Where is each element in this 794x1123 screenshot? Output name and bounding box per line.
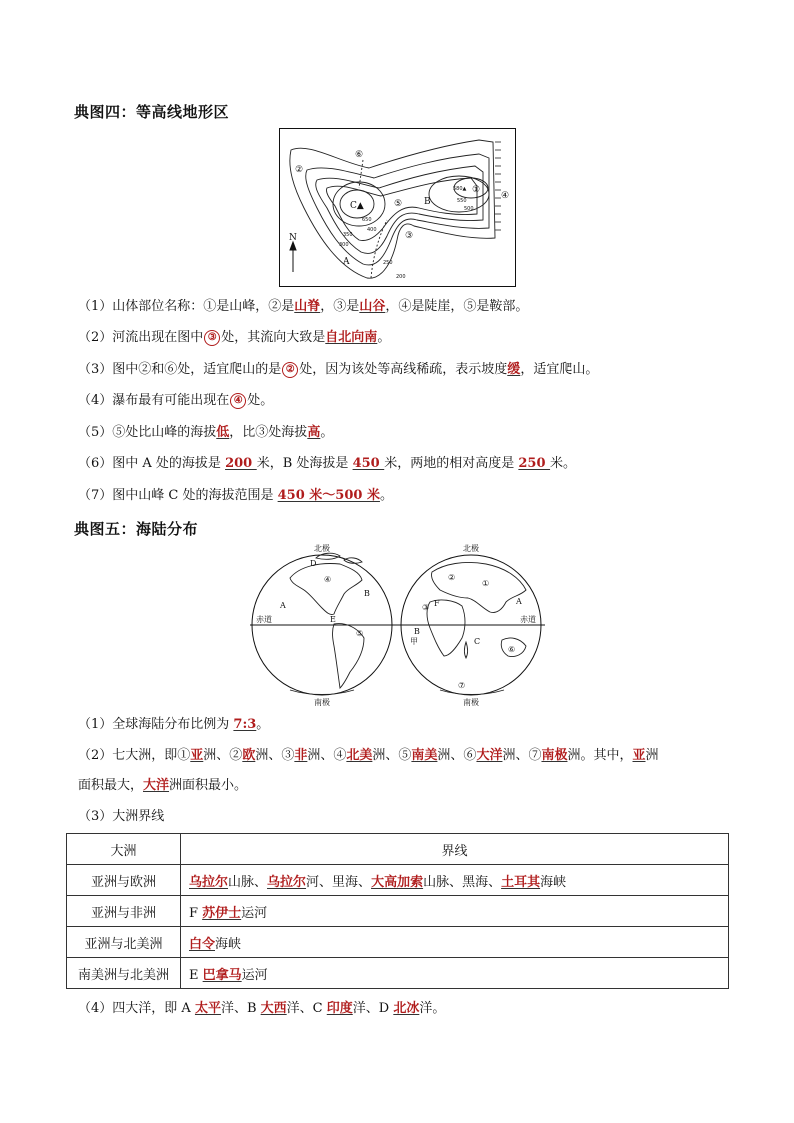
east-ocean-C: C (474, 637, 481, 646)
contour-350: 350 (343, 232, 353, 238)
q4-7: （7）图中山峰 C 处的海拔范围是 450 米～500 米。 (78, 488, 393, 503)
east-ocean-A: A (516, 597, 522, 606)
east-label-3: ③ (422, 603, 430, 612)
east-north-pole-label: 北极 (463, 544, 479, 553)
answer-circle-3: ③ (204, 330, 220, 346)
q5-3-title: （3）大洲界线 (78, 809, 165, 824)
table-header-row (67, 834, 729, 865)
north-label: N (289, 233, 297, 243)
answer-circle-2: ② (282, 362, 298, 378)
q4-3: （3）图中②和⑥处，适宜爬山的是 ② 处，因为该处等高线稀疏，表示坡度缓，适宜爬山。 (78, 362, 599, 377)
map-label-5: ⑤ (394, 199, 403, 209)
table-row: 亚洲与非洲 F 苏伊士运河 (67, 896, 729, 927)
q5-2-line1: （2）七大洲，即①亚洲、②欧洲、③非洲、④北美洲、⑤南美洲、⑥大洋洲、⑦南极洲。其中，亚洲 (78, 748, 659, 763)
globes-figure (250, 538, 545, 708)
east-label-jia: 甲 (410, 637, 418, 646)
continent-boundary-table (66, 833, 729, 989)
contour-550: 550 (457, 198, 467, 204)
contour-300: 300 (339, 242, 349, 248)
contour-200: 200 (396, 274, 406, 280)
west-label-D: D (310, 559, 317, 568)
section-heading-land-sea: 典图五：海陆分布 (74, 520, 199, 538)
table-row: 南美洲与北美洲 E 巴拿马运河 (67, 958, 729, 989)
east-label-F: F (434, 599, 440, 608)
east-equator-label: 赤道 (520, 615, 536, 624)
q4-2: （2）河流出现在图中 ③ 处，其流向大致是自北向南。 (78, 330, 391, 345)
q4-4: （4）瀑布最有可能出现在 ④ 处。 (78, 393, 274, 408)
table-header-continent: 大洲 (67, 834, 181, 865)
table-header-boundary: 界线 (181, 834, 729, 865)
west-label-5: ⑤ (356, 629, 364, 638)
map-label-A: A (343, 257, 350, 267)
map-label-4: ④ (501, 191, 510, 201)
map-label-6: ⑥ (355, 150, 364, 160)
q5-4: （4）四大洋，即 A 太平洋、B 大西洋、C 印度洋、D 北冰洋。 (78, 1001, 446, 1016)
east-label-2: ② (448, 573, 456, 582)
east-ocean-B: B (414, 627, 420, 636)
contour-map-figure (279, 128, 516, 287)
map-label-3: ③ (405, 231, 414, 241)
peak-elevation-label: 580▲ (453, 186, 467, 192)
contour-650: 650 (362, 217, 372, 223)
contour-250: 250 (383, 260, 393, 266)
table-row: 亚洲与北美洲 白令海峡 (67, 927, 729, 958)
east-label-1: ① (482, 579, 490, 588)
map-label-1: ① (472, 185, 481, 195)
contour-500: 500 (464, 206, 474, 212)
west-label-E: E (330, 615, 336, 624)
map-label-2: ② (295, 165, 304, 175)
section-heading-contour: 典图四：等高线地形区 (74, 103, 230, 121)
table-row: 亚洲与欧洲 乌拉尔山脉、乌拉尔河、里海、大高加索山脉、黑海、土耳其海峡 (67, 865, 729, 896)
q4-1: （1）山体部位名称：①是山峰，②是山脊，③是山谷，④是陡崖，⑤是鞍部。 (78, 299, 529, 314)
west-north-pole-label: 北极 (314, 544, 330, 553)
west-ocean-A: A (280, 601, 286, 610)
q4-5: （5）⑤处比山峰的海拔低，比③处海拔高。 (78, 425, 334, 440)
contour-400: 400 (367, 227, 377, 233)
east-south-pole-label: 南极 (463, 698, 479, 707)
q5-2-line2: 面积最大，大洋洲面积最小。 (78, 778, 248, 793)
west-ocean-B: B (364, 589, 370, 598)
answer-circle-4: ④ (230, 393, 246, 409)
map-label-C: C▲ (350, 201, 364, 211)
west-equator-label: 赤道 (256, 615, 272, 624)
map-label-B: B (424, 197, 431, 207)
west-label-4: ④ (324, 575, 332, 584)
q4-6: （6）图中 A 处的海拔是 200 米，B 处海拔是 450 米，两地的相对高度是 250 米。 (78, 456, 577, 471)
q5-1: （1）全球海陆分布比例为 7:3。 (78, 717, 270, 732)
east-label-7: ⑦ (458, 681, 466, 690)
west-south-pole-label: 南极 (314, 698, 330, 707)
east-label-6: ⑥ (508, 645, 516, 654)
